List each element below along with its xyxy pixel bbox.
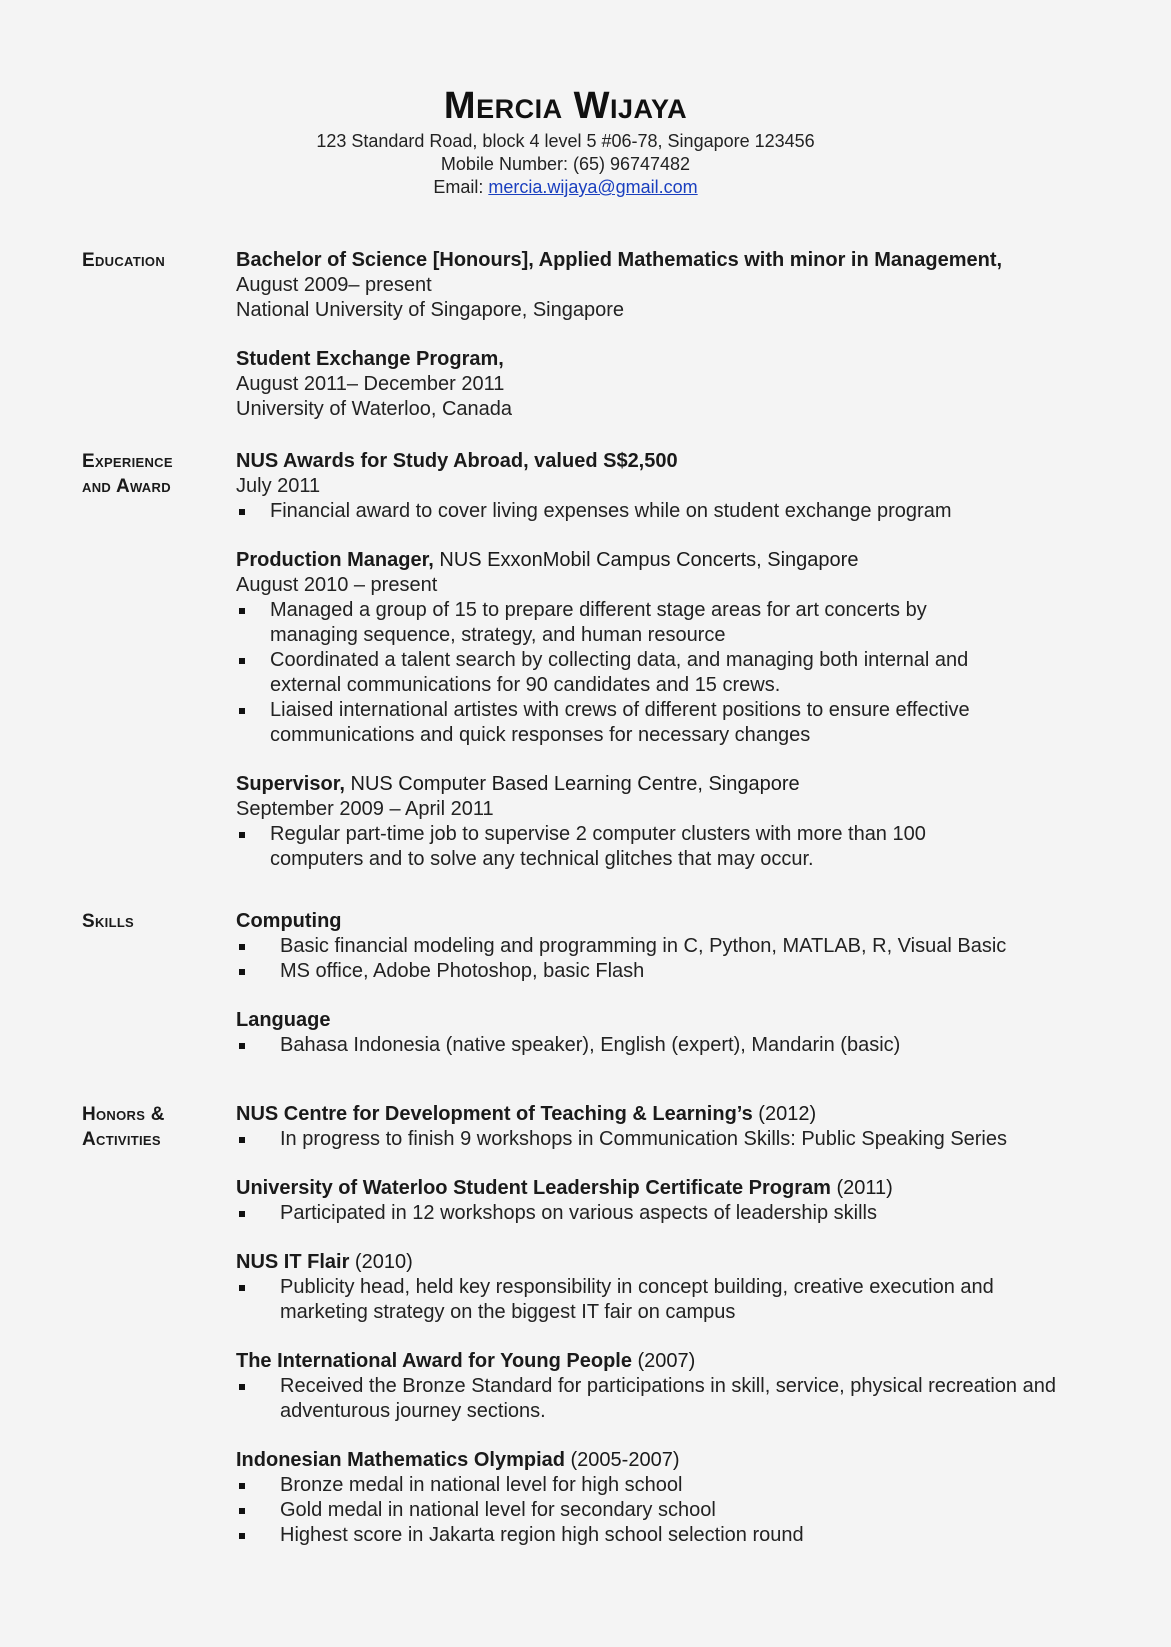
bullet-item: Participated in 12 workshops on various aspects of leadership skills [236,1201,1096,1226]
honor-title: NUS Centre for Development of Teaching & Learning’s (2012) [236,1103,817,1125]
bullet-item: Coordinated a talent search by collecting data, and managing both internal and external communications for 90 candidates and 15 crews. [236,648,996,698]
degree-title: Bachelor of Science [Honours], Applied Mathematics with minor in Management, [236,249,1003,271]
honor-title: NUS IT Flair (2010) [236,1251,413,1273]
bullet-item: Received the Bronze Standard for participations in skill, service, physical recreation and adventurous journey sections. [236,1374,1086,1424]
honor-title: The International Award for Young People (2007) [236,1350,696,1372]
bullet-item: MS office, Adobe Photoshop, basic Flash [236,959,1096,984]
experience-title: NUS Awards for Study Abroad, valued S$2,500 [236,450,678,472]
education-place: University of Waterloo, Canada [236,398,513,420]
education-entry [236,248,1096,323]
experience-body [236,449,1096,896]
experience-title: Supervisor, NUS Computer Based Learning Centre, Singapore [236,773,800,795]
honor-title: University of Waterloo Student Leadership Certificate Program (2011) [236,1177,893,1199]
candidate-name: Mercia Wijaya [443,85,688,127]
email-link[interactable]: mercia.wijaya@gmail.com [488,177,698,197]
honor-title: Indonesian Mathematics Olympiad (2005-2007) [236,1449,680,1471]
skill-bullets [236,1033,1096,1058]
education-date: August 2009– present [236,274,432,296]
experience-date: September 2009 – April 2011 [236,798,494,820]
honor-entry [236,1349,1096,1424]
honor-bullets [236,1473,1096,1548]
skill-group-title: Computing [236,910,342,932]
experience-title: Production Manager, NUS ExxonMobil Campus Concerts, Singapore [236,549,859,571]
section-label-experience: Experience and Award [82,451,173,497]
honor-bullets [236,1275,1066,1325]
section-label-skills: Skills [82,911,135,932]
experience-date: August 2010 – present [236,574,438,596]
bullet-item: Publicity head, held key responsibility in concept building, creative execution and marketing strategy on the biggest IT fair on campus [236,1275,1066,1325]
honor-entry [236,1448,1096,1548]
email-label: Email: [433,177,489,197]
honor-bullets [236,1127,1096,1152]
bullet-item: Regular part-time job to supervise 2 computer clusters with more than 100 computers and to solve any technical glitches that may occur. [236,822,956,872]
section-label-honors: Honors & Activities [82,1104,165,1150]
honor-bullets [236,1201,1096,1226]
bullet-item: Managed a group of 15 to prepare different stage areas for art concerts by managing sequence, strategy, and human resource [236,598,996,648]
bullet-item: Bronze medal in national level for high school [236,1473,1096,1498]
education-date: August 2011– December 2011 [236,373,505,395]
honor-entry [236,1176,1096,1226]
education-body [236,248,1096,446]
email-line [0,176,1131,199]
honor-entry [236,1250,1096,1325]
honor-bullets [236,1374,1086,1424]
experience-bullets [236,499,1096,524]
experience-bullets [236,598,996,748]
education-place: National University of Singapore, Singapore [236,299,624,321]
bullet-item: Financial award to cover living expenses while on student exchange program [236,499,1096,524]
experience-entry [236,548,1096,748]
skill-bullets [236,934,1096,984]
bullet-item: Liaised international artistes with crews of different positions to ensure effective communications and quick responses for necessary changes [236,698,996,748]
honor-entry [236,1102,1096,1152]
skill-group-title: Language [236,1009,331,1031]
bullet-item: Bahasa Indonesia (native speaker), English (expert), Mandarin (basic) [236,1033,1096,1058]
education-entry [236,347,1096,422]
skills-body [236,909,1096,1082]
mobile-number: Mobile Number: (65) 96747482 [440,154,691,174]
skill-group [236,1008,1096,1058]
experience-entry [236,449,1096,524]
bullet-item: Highest score in Jakarta region high school selection round [236,1523,1096,1548]
bullet-item: Basic financial modeling and programming in C, Python, MATLAB, R, Visual Basic [236,934,1096,959]
skill-group [236,909,1096,984]
bullet-item: Gold medal in national level for secondary school [236,1498,1096,1523]
experience-entry [236,772,1096,872]
experience-date: July 2011 [236,475,321,497]
honors-body [236,1102,1096,1572]
address: 123 Standard Road, block 4 level 5 #06-78, Singapore 123456 [316,131,815,151]
resume-header [0,82,1131,199]
bullet-item: In progress to finish 9 workshops in Communication Skills: Public Speaking Series [236,1127,1096,1152]
program-title: Student Exchange Program, [236,348,504,370]
section-label-education: Education [82,250,166,271]
experience-bullets [236,822,956,872]
